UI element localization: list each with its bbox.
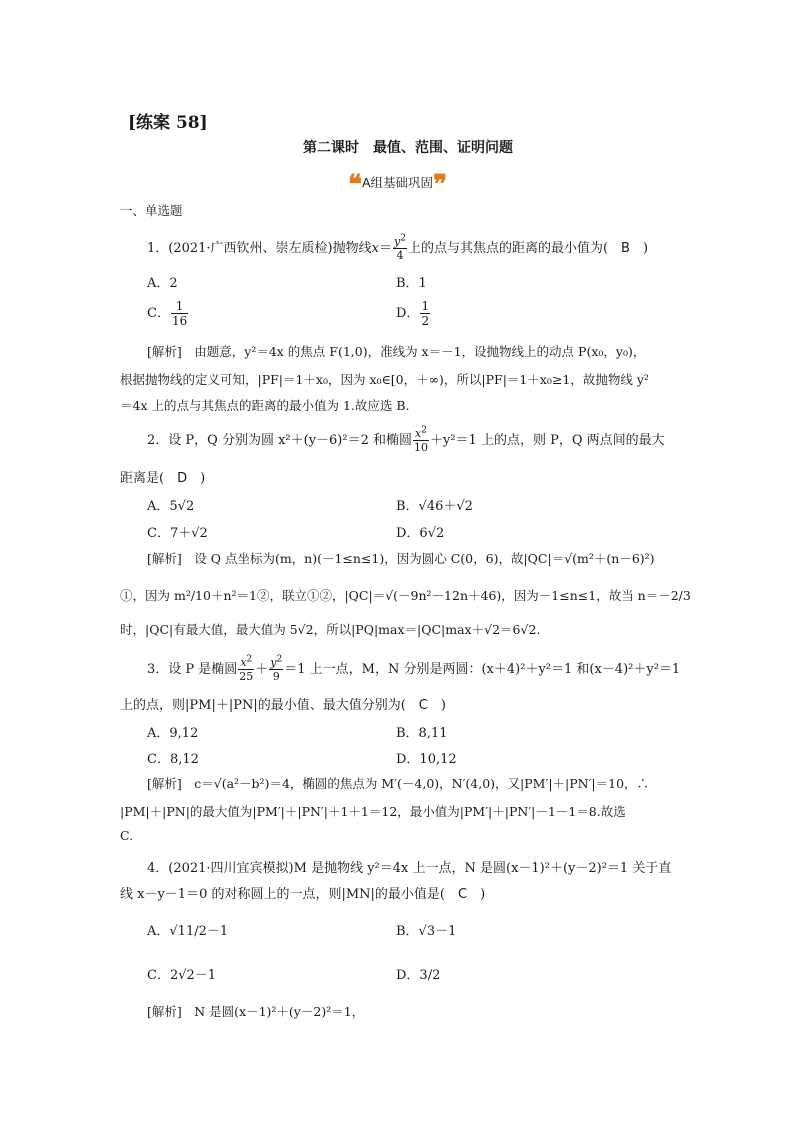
q2-line-2: 距离是( D ) [120, 471, 206, 486]
q1-analysis-line-3: ＝4x 上的点与其焦点的距离的最小值为 1.故应选 B. [120, 398, 410, 413]
q3-answer: C [418, 698, 428, 713]
q4-answer: C [458, 887, 468, 902]
q4-analysis-line-1: [解析] N 是圆(x－1)²＋(y－2)²＝1， [147, 1004, 365, 1019]
quote-open-icon: ❝ [348, 170, 362, 200]
q1-analysis-line-1: [解析] 由题意，y²＝4x 的焦点 F(1,0)，准线为 x＝－1，设抛物线上的动点 P(x₀，y₀)， [147, 344, 646, 359]
q3-analysis-line-2: |PM|＋|PN|的最大值为|PM′|＋|PN′|＋1＋1＝12，最小值为|PM′|＋|PN′|－1－1＝8.故选 [120, 804, 626, 819]
question-3: 3．设 P 是椭圆 $\frac{x^2}{25}$ ＋ $\frac{y^2}{9}$ ＝1 上一点，M，N 分别是两圆：(x＋4)²＋y²＝1 和(x－4)²＋y²＝1 [147, 654, 681, 683]
q2-option-a: A．5√2 [147, 499, 195, 514]
q2-option-b: B．√46＋√2 [396, 499, 473, 514]
q2-analysis-line-3: 时，|QC|有最大值，最大值为 5√2，所以|PQ|max＝|QC|max＋√2＝6√2. [120, 622, 541, 637]
q2-analysis-line-2: ①，因为 m²/10＋n²＝1②，联立①②，|QC|＝√(－9n²－12n＋46)，因为－1≤n≤1，故当 n＝－2/3 [120, 588, 691, 603]
q1-suffix: 上的点与其焦点的距离的最小值为( [407, 241, 622, 256]
q2-option-c: C．7＋√2 [147, 526, 208, 541]
q1-prefix: 1．(2021·广西钦州、崇左质检)抛物线 [147, 241, 372, 256]
q3-line-2: 上的点，则|PM|＋|PN|的最小值、最大值分别为( C ) [120, 698, 446, 713]
lesson-title: 第二课时 最值、范围、证明问题 [303, 140, 513, 156]
q3-option-c: C．8,12 [147, 752, 199, 767]
q4-option-a: A．√11/2－1 [147, 924, 229, 939]
q3-option-a: A．9,12 [147, 726, 199, 741]
q1-option-d: D． $\frac{1}{2}$ [396, 299, 430, 328]
q4-option-c: C．2√2－1 [147, 968, 217, 983]
q4-option-d: D．3/2 [396, 968, 441, 983]
quote-close-icon: ❞ [433, 170, 448, 200]
q1-option-b: B．1 [396, 276, 427, 291]
q2-answer: D [177, 471, 188, 486]
q3-analysis-line-3: C. [120, 828, 134, 843]
q2-option-d: D．6√2 [396, 526, 445, 541]
q3-option-d: D．10,12 [396, 752, 457, 767]
q1-analysis-line-2: 根据抛物线的定义可知，|PF|＝1＋x₀，因为 x₀∈[0，＋∞)，所以|PF|＝1＋x₀≥1，故抛物线 y² [120, 372, 649, 387]
group-label: A组基础巩固 [362, 175, 434, 190]
q4-option-b: B．√3－1 [396, 924, 457, 939]
q1-answer: B [621, 241, 630, 256]
group-heading [348, 164, 448, 200]
q2-analysis-line-1: [解析] 设 Q 点坐标为(m，n)(－1≤n≤1)，因为圆心 C(0，6)，故|QC|＝√(m²＋(n－6)²) [147, 551, 655, 566]
q3-analysis-line-1: [解析] c＝√(a²－b²)＝4，椭圆的焦点为 M′(－4,0)，N′(4,0)，又|PM′|＋|PN′|＝10，∴ [147, 776, 650, 791]
question-4: 4．(2021·四川宜宾模拟)M 是抛物线 y²＝4x 上一点，N 是圆(x－1)²＋(y－2)²＝1 关于直 [147, 861, 672, 876]
exercise-tag: [练案 58] [128, 113, 208, 133]
q4-line-2: 线 x－y－1＝0 的对称圆上的一点，则|MN|的最小值是( C ) [120, 887, 486, 902]
q3-option-b: B．8,11 [396, 726, 448, 741]
question-1: 1．(2021·广西钦州、崇左质检)抛物线x＝ $\frac{y^2}{4}$ 上的点与其焦点的距离的最小值为( B ) [147, 233, 649, 262]
q1-option-c: C． $\frac{1}{16}$ [147, 299, 188, 328]
question-2: 2．设 P，Q 分别为圆 x²＋(y－6)²＝2 和椭圆 $\frac{x^2}{10}$ ＋y²＝1 上的点，则 P，Q 两点间的最大 [147, 425, 665, 454]
section-title: 一、单选题 [120, 203, 183, 218]
q1-option-a: A．2 [147, 276, 178, 291]
